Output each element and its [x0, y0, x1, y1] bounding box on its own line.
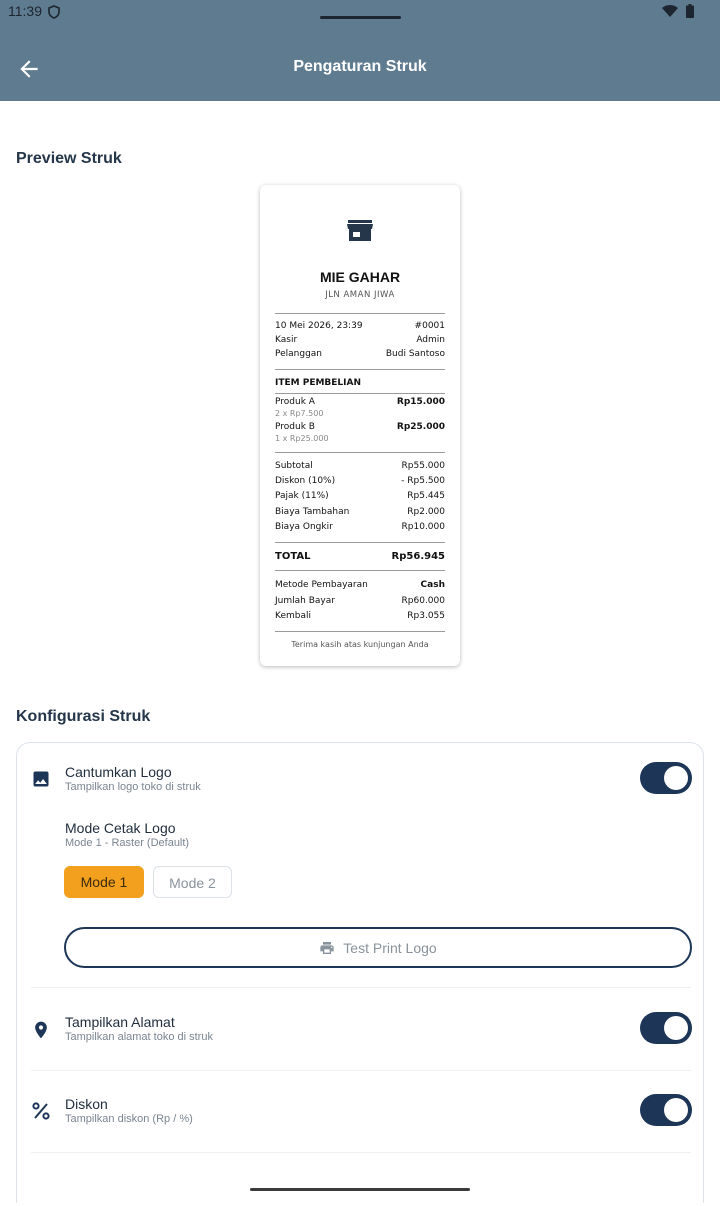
receipt-datetime: 10 Mei 2026, 23:39	[275, 321, 363, 331]
mode-2-button[interactable]: Mode 2	[153, 866, 232, 898]
test-print-logo-button[interactable]	[64, 927, 692, 968]
divider	[31, 1070, 691, 1071]
summary-label: Pajak (11%)	[275, 491, 329, 501]
payment-row	[275, 611, 445, 622]
summary-row	[275, 522, 445, 533]
total-label: TOTAL	[275, 551, 311, 562]
store-icon	[347, 220, 373, 242]
summary-label: Diskon (10%)	[275, 476, 336, 486]
receipt-items-header	[275, 378, 445, 389]
divider	[275, 369, 445, 370]
config-section-title: Konfigurasi Struk	[16, 708, 151, 725]
divider	[275, 313, 445, 314]
receipt-preview	[260, 185, 460, 666]
payment-value: Rp60.000	[401, 596, 445, 606]
payment-value: Rp3.055	[407, 611, 445, 621]
address-toggle[interactable]	[640, 1012, 692, 1044]
payment-row	[275, 580, 445, 591]
item-detail: 1 x Rp25.000	[275, 434, 329, 443]
divider	[275, 631, 445, 632]
total-value: Rp56.945	[391, 551, 445, 562]
summary-label: Subtotal	[275, 461, 313, 471]
payment-label: Metode Pembayaran	[275, 580, 368, 590]
total-row	[275, 551, 445, 562]
receipt-label: Pelanggan	[275, 349, 323, 359]
status-time: 11:39	[8, 3, 42, 19]
toggle-knob	[664, 1098, 688, 1122]
item-detail: 2 x Rp7.500	[275, 409, 324, 418]
logo-toggle[interactable]	[640, 762, 692, 794]
page-title: Pengaturan Struk	[293, 58, 427, 75]
item-name: Produk A	[275, 397, 315, 407]
divider	[31, 987, 691, 988]
summary-value: Rp10.000	[401, 522, 445, 532]
toggle-knob	[664, 1016, 688, 1040]
battery-icon	[686, 4, 694, 18]
percent-icon	[31, 1101, 51, 1121]
summary-value: Rp55.000	[401, 461, 445, 471]
receipt-row	[275, 321, 445, 332]
image-icon	[31, 769, 51, 789]
divider	[275, 542, 445, 543]
receipt-item	[275, 397, 445, 408]
receipt-row	[275, 335, 445, 346]
location-pin-icon	[31, 1019, 51, 1041]
receipt-label: Kasir	[275, 335, 298, 345]
wifi-icon	[662, 5, 678, 17]
summary-row	[275, 491, 445, 502]
toggle-knob	[664, 766, 688, 790]
payment-row	[275, 596, 445, 607]
receipt-store-address: JLN AMAN JIWA	[325, 290, 395, 300]
camera-notch	[320, 16, 401, 19]
discount-toggle[interactable]	[640, 1094, 692, 1126]
divider	[275, 452, 445, 453]
item-price: Rp15.000	[396, 397, 445, 407]
summary-row	[275, 476, 445, 487]
receipt-order-number: #0001	[414, 321, 445, 331]
config-card	[16, 742, 704, 1203]
address-setting-subtitle: Tampilkan alamat toko di struk	[65, 1031, 213, 1043]
item-price: Rp25.000	[396, 422, 445, 432]
summary-row	[275, 461, 445, 472]
summary-value: Rp2.000	[407, 507, 445, 517]
logo-setting-title: Cantumkan Logo	[65, 764, 172, 780]
mode-1-button[interactable]: Mode 1	[64, 866, 144, 898]
summary-row	[275, 507, 445, 518]
payment-value: Cash	[420, 580, 445, 590]
logo-setting-subtitle: Tampilkan logo toko di struk	[65, 781, 201, 793]
print-mode-title: Mode Cetak Logo	[65, 820, 176, 836]
divider	[31, 1152, 691, 1153]
receipt-thanks: Terima kasih atas kunjungan Anda	[291, 640, 429, 649]
discount-setting-subtitle: Tampilkan diskon (Rp / %)	[65, 1113, 193, 1125]
gesture-nav-bar[interactable]	[250, 1188, 470, 1191]
summary-value: - Rp5.500	[401, 476, 445, 486]
payment-label: Jumlah Bayar	[275, 596, 335, 606]
preview-section-title: Preview Struk	[16, 150, 122, 167]
summary-label: Biaya Ongkir	[275, 522, 333, 532]
payment-label: Kembali	[275, 611, 311, 621]
summary-value: Rp5.445	[407, 491, 445, 501]
receipt-row	[275, 349, 445, 360]
receipt-store-name: MIE GAHAR	[319, 269, 401, 285]
receipt-item	[275, 422, 445, 433]
shield-icon	[48, 5, 60, 19]
discount-setting-title: Diskon	[65, 1096, 108, 1112]
receipt-label: ITEM PEMBELIAN	[275, 378, 362, 388]
printer-icon	[319, 940, 335, 956]
test-print-label: Test Print Logo	[343, 939, 437, 956]
receipt-value: Admin	[416, 335, 445, 345]
address-setting-title: Tampilkan Alamat	[65, 1014, 175, 1030]
item-name: Produk B	[275, 422, 315, 432]
summary-label: Biaya Tambahan	[275, 507, 350, 517]
print-mode-subtitle: Mode 1 - Raster (Default)	[65, 837, 190, 849]
divider	[275, 570, 445, 571]
receipt-value: Budi Santoso	[385, 349, 445, 359]
divider	[275, 393, 445, 394]
app-header	[0, 0, 720, 101]
